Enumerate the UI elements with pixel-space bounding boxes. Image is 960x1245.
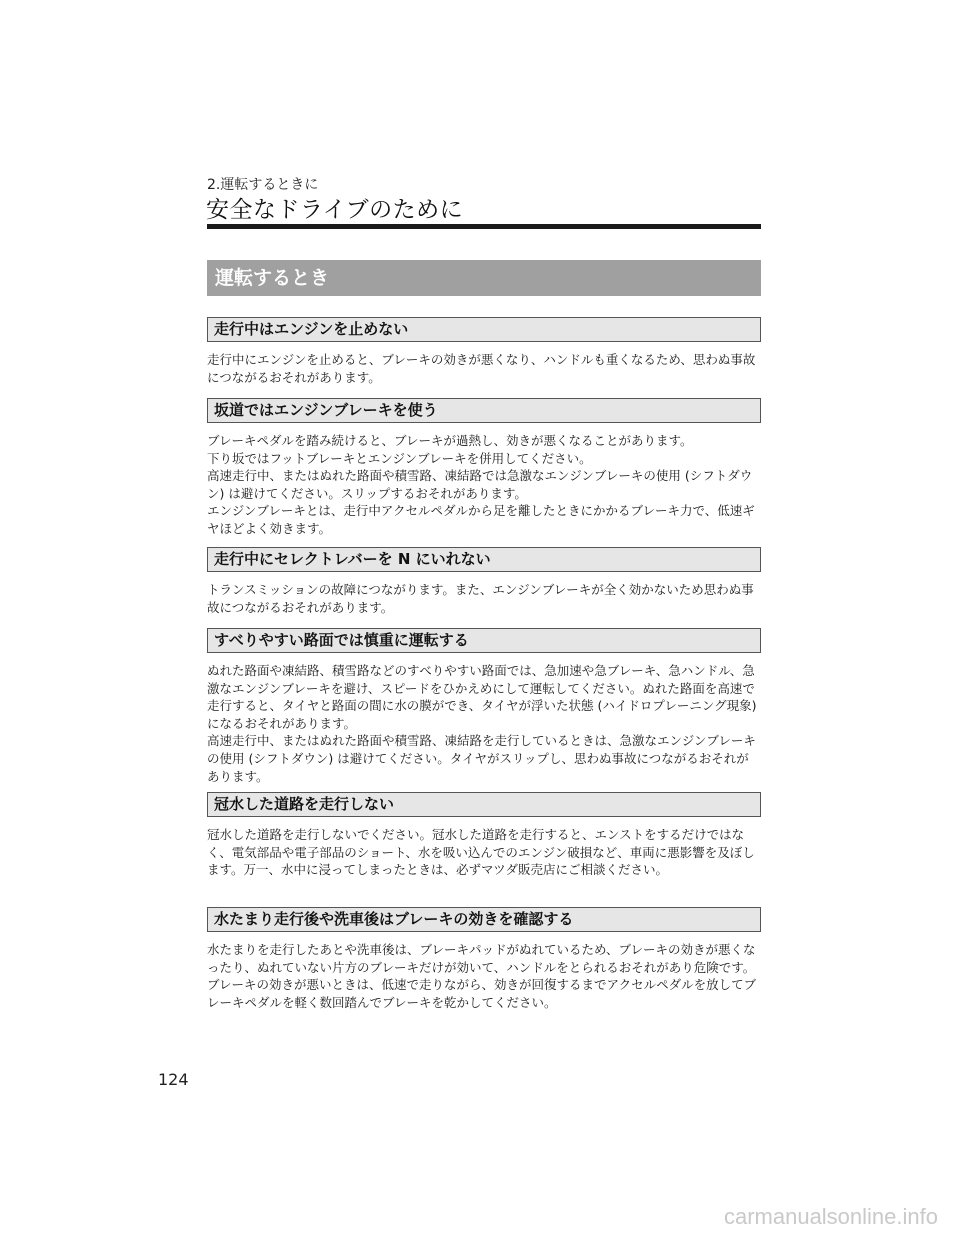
section-brake-check	[207, 907, 761, 1011]
paragraph: トランスミッションの故障につながります。また、エンジンブレーキが全く効かないため思わぬ事故につながるおそれがあります。	[207, 582, 754, 615]
section-title: 水たまり走行後や洗車後はブレーキの効きを確認する	[207, 907, 761, 932]
paragraph: 高速走行中、またはぬれた路面や積雪路、凍結路を走行しているときは、急激なエンジンブレーキの使用 (シフトダウン) は避けてください。タイヤがスリップし、思わぬ事故につながるおそれがあります。	[207, 733, 756, 784]
section-slippery-road	[207, 628, 761, 785]
page-number: 124	[158, 1070, 189, 1089]
section-banner: 運転するとき	[207, 260, 761, 296]
section-body	[207, 826, 761, 879]
paragraph: 下り坂ではフットブレーキとエンジンブレーキを併用してください。	[207, 450, 592, 466]
paragraph: ブレーキペダルを踏み続けると、ブレーキが過熱し、効きが悪くなることがあります。	[207, 433, 693, 448]
paragraph: ぬれた路面や凍結路、積雪路などのすべりやすい路面では、急加速や急ブレーキ、急ハンドル、急激なエンジンブレーキを避け、スピードをひかえめにして運転してください。ぬれた路面を高速で走行すると、タイヤと路面の間に水の膜ができ、タイヤが浮いた状態 (ハイドロプレーニング現象) になるおそれがあります。	[207, 663, 757, 731]
paragraph: 高速走行中、またはぬれた路面や積雪路、凍結路では急激なエンジンブレーキの使用 (シフトダウン) は避けてください。スリップするおそれがあります。	[207, 468, 753, 501]
section-flooded-road	[207, 792, 761, 879]
section-engine-stop	[207, 317, 761, 386]
title-underline	[207, 224, 761, 229]
section-body	[207, 662, 761, 785]
section-title: 走行中にセレクトレバーを N にいれない	[207, 547, 761, 572]
paragraph: エンジンブレーキとは、走行中アクセルペダルから足を離したときにかかるブレーキ力で、低速ギヤほどよく効きます。	[207, 503, 755, 536]
section-title: 走行中はエンジンを止めない	[207, 317, 761, 342]
section-body	[207, 941, 761, 1011]
section-title: 冠水した道路を走行しない	[207, 792, 761, 817]
section-selector-lever	[207, 547, 761, 616]
section-title: 坂道ではエンジンブレーキを使う	[207, 398, 761, 423]
section-body	[207, 432, 761, 538]
paragraph: 水たまりを走行したあとや洗車後は、ブレーキパッドがぬれているため、ブレーキの効きが悪くなったり、ぬれていない片方のブレーキだけが効いて、ハンドルをとられるおそれがあり危険です。ブレーキの効きが悪いときは、低速で走りながら、効きが回復するまでアクセルペダルを放してブレーキペダルを軽く数回踏んでブレーキを乾かしてください。	[207, 942, 757, 1010]
section-body	[207, 351, 761, 386]
section-body	[207, 581, 761, 616]
paragraph: 冠水した道路を走行しないでください。冠水した道路を走行すると、エンストをするだけではなく、電気部品や電子部品のショート、水を吸い込んでのエンジン破損など、車両に悪影響を及ぼします。万一、水中に浸ってしまったときは、必ずマツダ販売店にご相談ください。	[207, 827, 755, 878]
page-title: 安全なドライブのために	[206, 197, 464, 223]
watermark: carmanualsonline.info	[723, 1204, 938, 1229]
paragraph: 走行中にエンジンを止めると、ブレーキの効きが悪くなり、ハンドルも重くなるため、思わぬ事故につながるおそれがあります。	[207, 352, 756, 385]
section-title: すべりやすい路面では慎重に運転する	[207, 628, 761, 653]
section-engine-brake	[207, 398, 761, 538]
chapter-label: 2.運転するときに	[207, 177, 319, 193]
